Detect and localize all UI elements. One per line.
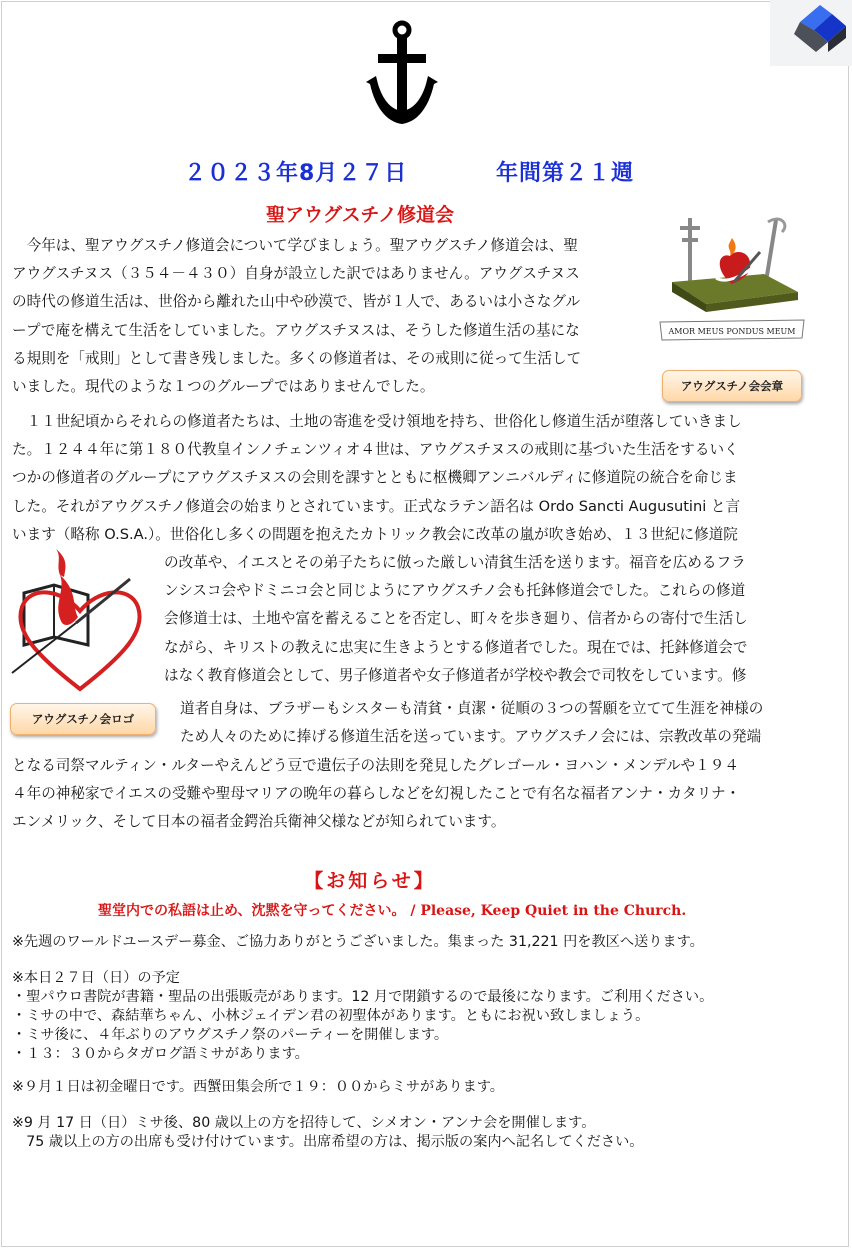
article-title: 聖アウグスチノ修道会 xyxy=(265,204,455,226)
article-paragraph-1 xyxy=(12,232,581,401)
text-line: ンシスコ会やドミニコ会と同じようにアウグスチノ会も托鉢修道会でした。これらの修道 xyxy=(164,582,746,600)
notice-item: ※本日２７日（日）の予定 xyxy=(12,970,180,986)
corner-logo-icon xyxy=(770,0,852,66)
text-line: 道者自身は、ブラザーもシスターも清貧・貞潔・従順の３つの誓願を立てて生涯を神様の xyxy=(180,700,764,717)
article-paragraph-4 xyxy=(180,695,763,751)
text-line: ープで庵を構えて生活をしていました。アウグスチヌスは、そうした修道生活の基にな xyxy=(12,321,580,339)
text-line: アウグスチヌス（３５４－４３０）自身が設立した訳ではありません。アウグスチヌス xyxy=(12,265,580,283)
liturgical-week: 年間第２１週 xyxy=(496,161,635,186)
text-line: いました。現代のような１つのグループではありませんでした。 xyxy=(12,377,435,395)
notices-title: 【お知らせ】 xyxy=(304,870,436,892)
augustinian-emblem xyxy=(656,212,808,362)
text-line: います（略称 O.S.A.）。世俗化し多くの問題を抱えたカトリック教会に改革の嵐が吹き始め、１３世紀に修道院 xyxy=(12,525,738,543)
notice-item: 75 歳以上の方の出席も受け付けています。出席希望の方は、掲示版の案内へ記名してください。 xyxy=(12,1134,644,1150)
notice-item: ・ミサの中で、森結華ちゃん、小林ジェイデン君の初聖体があります。ともにお祝い致しましょう。 xyxy=(12,1008,650,1024)
quiet-request-jp: 聖堂内での私語は止め、沈黙を守ってください。 xyxy=(98,903,406,919)
notice-item: ・１３：３０からタガログ語ミサがあります。 xyxy=(12,1046,309,1062)
article-paragraph-2 xyxy=(12,408,742,549)
bulletin-date: ２０２３年8月２７日 xyxy=(184,161,408,186)
notice-item: ※9 月 17 日（日）ミサ後、80 歳以上の方を招待して、シメオン・アンナ会を開催します。 xyxy=(12,1115,596,1131)
text-line: の時代の修道生活は、世俗から離れた山中や砂漠で、皆が１人で、あるいは小さなグル xyxy=(12,293,581,311)
text-line: ながら、キリストの教えに忠実に生きようとする修道者でした。現在では、托鉢修道会で xyxy=(164,638,748,656)
notice-item: ※９月１日は初金曜日です。西蟹田集会所で１９：００からミサがあります。 xyxy=(12,1079,504,1095)
text-line: 会修道士は、土地や富を蓄えることを否定し、町々を歩き廻り、信者からの寄付で生活し xyxy=(164,610,748,628)
notice-item: ・聖パウロ書院が書籍・聖品の出張販売があります。12 月で閉鎖するので最後になります。ご利用ください。 xyxy=(12,989,714,1005)
text-line: 今年は、聖アウグスチノ修道会について学びましょう。聖アウグスチノ修道会は、聖 xyxy=(12,237,578,254)
anchor-icon xyxy=(362,18,442,128)
text-line: エンメリック、そして日本の福者金鍔治兵衛神父様などが知られています。 xyxy=(12,813,506,831)
quiet-request-en: / Please, Keep Quiet in the Church. xyxy=(405,903,687,919)
emblem-motto: AMOR MEUS PONDUS MEUM xyxy=(668,327,796,336)
text-line: １１世紀頃からそれらの修道者たちは、土地の寄進を受け領地を持ち、世俗化し修道生活が堕落していきまし xyxy=(12,413,742,430)
text-line: る規則を「戒則」として書き残しました。多くの修道者は、その戒則に従って生活して xyxy=(12,349,582,367)
text-line: ため人々のために捧げる修道生活を送っています。アウグスチノ会には、宗教改革の発端 xyxy=(180,728,762,746)
notice-item: ※先週のワールドユースデー募金、ご協力ありがとうございました。集まった 31,221 円を教区へ送ります。 xyxy=(12,934,704,950)
notice-item: ・ミサ後に、４年ぶりのアウグスチノ祭のパーティーを開催します。 xyxy=(12,1027,449,1043)
text-line: はなく教育修道会として、男子修道者や女子修道者が学校や教会で司牧をしています。修 xyxy=(164,666,747,684)
text-line: の改革や、イエスとその弟子たちに倣った厳しい清貧生活を送ります。福音を広めるフラ xyxy=(164,554,746,571)
text-line: つかの修道者のグループにアウグスチヌスの会則を課すとともに枢機卿アンニバルディに修道院の統合を命じま xyxy=(12,469,738,487)
text-line: た。１２４４年に第１８０代教皇インノチェンツィオ４世は、アウグスチヌスの戒則に基づいた生活をするいく xyxy=(12,441,739,459)
text-line: した。それがアウグスチノ修道会の始まりとされています。正式なラテン語名は Ordo Sancti Augusutini と言 xyxy=(12,497,741,515)
text-line: ４年の神秘家でイエスの受難や聖母マリアの晩年の暮らしなどを幻視したことで有名な福者アンナ・カタリナ・ xyxy=(12,785,741,803)
article-paragraph-3 xyxy=(164,549,748,690)
emblem-caption-badge: アウグスチノ会会章 xyxy=(662,370,802,402)
bulletin-date-header xyxy=(0,156,852,190)
article-paragraph-5 xyxy=(12,752,740,837)
text-line: となる司祭マルティン・ルターやえんどう豆で遺伝子の法則を発見したグレゴール・ヨハン・メンデルや１９４ xyxy=(12,757,739,774)
quiet-request xyxy=(98,900,686,920)
logo-caption-badge: アウグスチノ会ロゴ xyxy=(10,703,156,735)
augustinian-heart-logo xyxy=(6,545,158,695)
